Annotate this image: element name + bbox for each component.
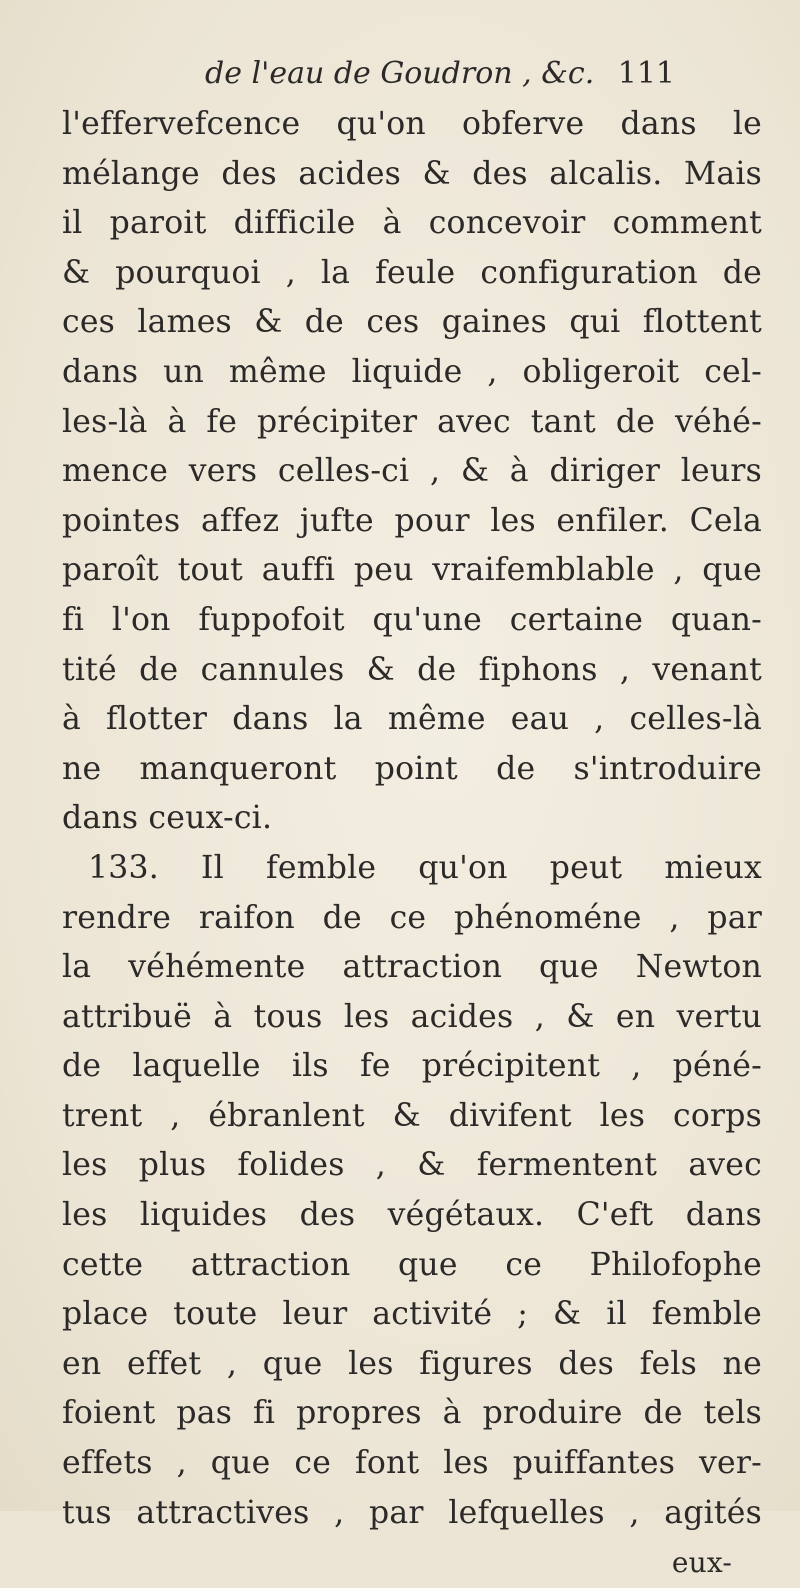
- text-line: ne manqueront point de s'introduire: [62, 750, 762, 787]
- text-line: effets , que ce font les puiffantes ver-: [62, 1445, 762, 1482]
- text-line: paroît tout auffi peu vraifemblable , que: [62, 552, 762, 589]
- text-line: mence vers celles-ci , & à diriger leurs: [62, 453, 762, 490]
- running-title: de l'eau de Goudron , &c.: [205, 56, 595, 91]
- text-line: foient pas fi propres à produire de tels: [62, 1395, 762, 1432]
- text-line: tus attractives , par lefquelles , agités: [62, 1494, 762, 1531]
- text-line: trent , ébranlent & divifent les corps: [62, 1097, 762, 1134]
- text-line: il paroit difficile à concevoir comment: [62, 205, 762, 242]
- text-line: à flotter dans la même eau , celles-là: [62, 701, 762, 738]
- text-line: fi l'on fuppofoit qu'une certaine quan-: [62, 601, 762, 638]
- text-line: attribuë à tous les acides , & en vertu: [62, 998, 762, 1035]
- section-start-line: 133. Il femble qu'on peut mieux: [88, 849, 762, 886]
- page-number: 111: [617, 56, 675, 91]
- text-line: tité de cannules & de fiphons , venant: [62, 651, 762, 688]
- page-header: [205, 54, 675, 94]
- text-line: les plus folides , & fermentent avec: [62, 1147, 762, 1184]
- text-line: l'effervefcence qu'on obferve dans le: [62, 106, 762, 142]
- paragraph-end-line: dans ceux-ci.: [62, 800, 273, 837]
- text-line: mélange des acides & des alcalis. Mais: [62, 155, 762, 192]
- body-text: [62, 100, 762, 1588]
- text-line: de laquelle ils fe précipitent , péné-: [62, 1048, 762, 1085]
- text-line: en effet , que les figures des fels ne: [62, 1345, 762, 1382]
- text-line: rendre raifon de ce phénoméne , par: [62, 899, 762, 936]
- text-line: les-là à fe précipiter avec tant de véhé-: [62, 403, 762, 440]
- text-line: ces lames & de ces gaines qui flottent: [62, 304, 762, 341]
- text-line: place toute leur activité ; & il femble: [62, 1296, 762, 1333]
- text-line: les liquides des végétaux. C'eft dans: [62, 1197, 762, 1234]
- text-line: & pourquoi , la feule configuration de: [62, 254, 762, 291]
- text-line: pointes affez jufte pour les enfiler. Cela: [62, 502, 762, 539]
- text-line: cette attraction que ce Philofophe: [62, 1246, 762, 1283]
- catchword: eux-: [671, 1546, 732, 1580]
- text-line: la véhémente attraction que Newton: [62, 949, 762, 986]
- text-line: dans un même liquide , obligeroit cel-: [62, 353, 762, 390]
